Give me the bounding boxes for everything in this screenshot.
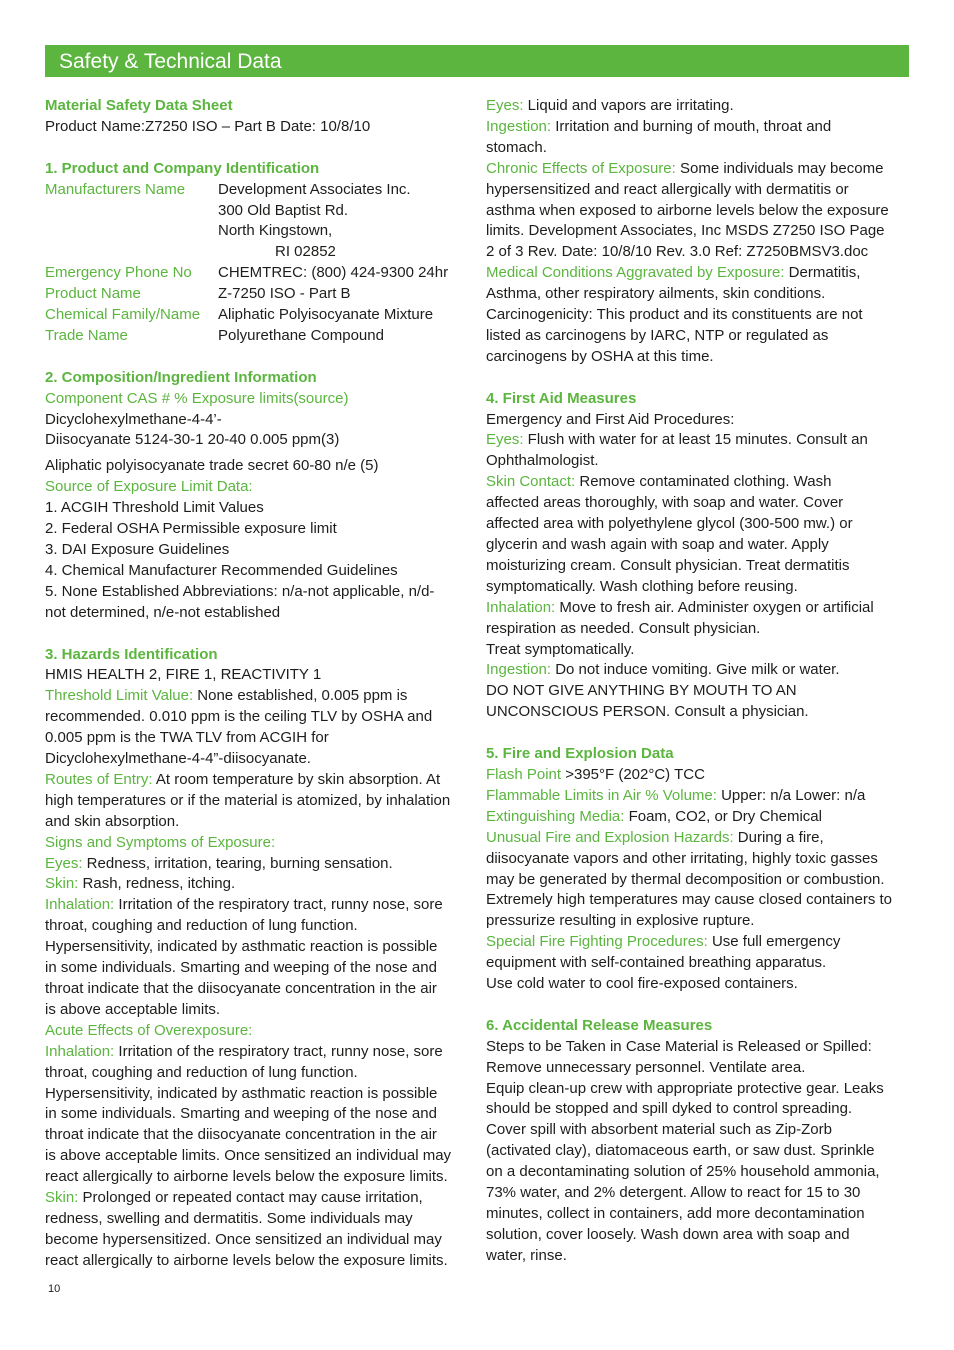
signs-skin xyxy=(45,874,465,895)
release-line-2: Remove unnecessary personnel. Ventilate area. xyxy=(486,1058,806,1076)
fa-ingestion-text-1: Do not induce vomiting. Give milk or water. xyxy=(551,661,840,679)
signs-eyes-label: Eyes: xyxy=(45,854,83,872)
signs-eyes-text: Redness, irritation, tearing, burning sensation. xyxy=(82,854,393,872)
signs-skin-text: Rash, redness, itching. xyxy=(78,875,236,893)
acute-inhalation-3: Hypersensitivity, indicated by asthmatic reaction is possible xyxy=(45,1084,438,1102)
source-item-1: 1. ACGIH Threshold Limit Values xyxy=(45,499,264,517)
source-label: Source of Exposure Limit Data: xyxy=(45,478,253,496)
fa-inhalation-2: respiration as needed. Consult physician. xyxy=(486,619,761,637)
medical-line-2: Asthma, other respiratory ailments, skin conditions. xyxy=(486,285,826,303)
chronic-text-1: Some individuals may become xyxy=(675,159,884,177)
release-line-3: Equip clean-up crew with appropriate protective gear. Leaks xyxy=(486,1079,884,1097)
msds-heading: Material Safety Data Sheet xyxy=(45,97,233,114)
ingestion-line-2: stomach. xyxy=(486,138,547,156)
signs-eyes xyxy=(45,854,465,875)
chemical-family-row xyxy=(45,305,465,326)
unusual-line-5: pressurize resulting in explosive rupture. xyxy=(486,912,755,930)
fa-skin-3: affected area with polyethylene glycol (300-500 mw.) or xyxy=(486,515,853,533)
banner-title: Safety & Technical Data xyxy=(59,50,282,73)
fa-inhalation-label: Inhalation: xyxy=(486,598,556,616)
trade-name-label: Trade Name xyxy=(45,326,128,344)
unusual-line-3: may be generated by thermal decomposition or combustion. xyxy=(486,870,885,888)
routes-line-3: and skin absorption. xyxy=(45,812,180,830)
release-line-4: should be stopped and spill dyked to control spreading. xyxy=(486,1100,853,1118)
address-line-2: North Kingstown, xyxy=(218,222,333,240)
fa-eyes-1 xyxy=(486,430,910,451)
source-item-5a: 5. None Established Abbreviations: n/a-not applicable, n/d- xyxy=(45,582,435,600)
special-text-1: Use full emergency xyxy=(707,933,841,951)
signs-inhalation-3: Hypersensitivity, indicated by asthmatic reaction is possible xyxy=(45,938,438,956)
fa-eyes-text-1: Flush with water for at least 15 minutes. Consult an xyxy=(523,431,868,449)
unusual-label: Unusual Fire and Explosion Hazards: xyxy=(486,828,734,846)
eyes-text: Liquid and vapors are irritating. xyxy=(523,97,734,114)
eyes-label: Eyes: xyxy=(486,97,524,114)
fa-eyes-2: Ophthalmologist. xyxy=(486,452,599,470)
carcinogenicity-line-2: listed as carcinogens by IARC, NTP or regulated as xyxy=(486,326,829,344)
emergency-label: Emergency Phone No xyxy=(45,264,192,282)
acute-inhalation-4: in some individuals. Smarting and weeping of the nose and xyxy=(45,1105,437,1123)
component-1b: Diisocyanate 5124-30-1 20-40 0.005 ppm(3) xyxy=(45,431,340,449)
fa-inhalation-1 xyxy=(486,598,910,619)
fa-ingestion-3: UNCONSCIOUS PERSON. Consult a physician. xyxy=(486,703,809,721)
chronic-line-4: limits. Development Associates, Inc MSDS Z7250 ISO Page xyxy=(486,222,885,240)
page-number: 10 xyxy=(48,1283,61,1295)
right-column xyxy=(486,96,910,1267)
emergency-row xyxy=(45,263,465,284)
manufacturer-label: Manufacturers Name xyxy=(45,180,186,198)
acute-inhalation-2: throat, coughing and reduction of lung function. xyxy=(45,1063,358,1081)
medical-text-1: Dermatitis, xyxy=(784,264,861,282)
signs-inhalation-2: throat, coughing and reduction of lung function. xyxy=(45,917,358,935)
special-line-2: equipment with self-contained breathing apparatus. xyxy=(486,954,827,972)
section-6-heading: 6. Accidental Release Measures xyxy=(486,1016,713,1034)
component-2: Aliphatic polyisocyanate trade secret 60-80 n/e (5) xyxy=(45,457,379,475)
section-4-heading: 4. First Aid Measures xyxy=(486,389,637,407)
fa-skin-label: Skin Contact: xyxy=(486,473,576,491)
signs-inhalation-text-1: Irritation of the respiratory tract, runny nose, sore xyxy=(114,896,443,914)
section-5-heading: 5. Fire and Explosion Data xyxy=(486,745,674,763)
fa-ingestion-label: Ingestion: xyxy=(486,661,552,679)
section-2-heading: 2. Composition/Ingredient Information xyxy=(45,368,317,386)
chronic-line-2: hypersensitized and react allergically with dermatitis or xyxy=(486,180,849,198)
address-line-1: 300 Old Baptist Rd. xyxy=(218,201,349,219)
fa-skin-5: moisturizing cream. Consult physician. Treat dermatitis xyxy=(486,556,850,574)
signs-inhalation-4: in some individuals. Smarting and weeping of the nose and xyxy=(45,959,437,977)
source-item-5b: not determined, n/e-not established xyxy=(45,603,281,621)
manufacturer-value: Development Associates Inc. xyxy=(218,180,411,198)
manufacturer-row xyxy=(45,180,465,201)
source-item-3: 3. DAI Exposure Guidelines xyxy=(45,541,230,558)
routes-text-1: At room temperature by skin absorption. At xyxy=(152,770,441,788)
release-line-1: Steps to be Taken in Case Material is Released or Spilled: xyxy=(486,1037,872,1055)
fa-skin-4: glycerin and wash again with soap and water. Apply xyxy=(486,536,829,554)
carcinogenicity-line-3: carcinogens by OSHA at this time. xyxy=(486,347,714,365)
chemical-family-label: Chemical Family/Name xyxy=(45,306,201,324)
flammable-text: Upper: n/a Lower: n/a xyxy=(716,786,866,804)
address-line-3: RI 02852 xyxy=(275,243,336,261)
first-aid-intro: Emergency and First Aid Procedures: xyxy=(486,410,735,428)
tlv-label: Threshold Limit Value: xyxy=(45,687,194,705)
chronic-label: Chronic Effects of Exposure: xyxy=(486,159,676,177)
fa-ingestion-2: DO NOT GIVE ANYTHING BY MOUTH TO AN xyxy=(486,682,797,700)
routes-label: Routes of Entry: xyxy=(45,770,153,788)
eyes-line xyxy=(486,96,910,117)
chemical-family-value: Aliphatic Polyisocyanate Mixture xyxy=(218,306,434,324)
signs-inhalation-1 xyxy=(45,895,465,916)
composition-columns: Component CAS # % Exposure limits(source) xyxy=(45,389,349,407)
fa-skin-1 xyxy=(486,472,910,493)
fa-skin-2: affected areas thoroughly, with soap and water. Cover xyxy=(486,494,844,512)
flash-point-text: >395°F (202°C) TCC xyxy=(561,765,705,783)
tlv-text-1: None established, 0.005 ppm is xyxy=(193,687,408,705)
signs-inhalation-6: is above acceptable limits. xyxy=(45,1000,221,1018)
carcinogenicity-line-1: Carcinogenicity: This product and its constituents are not xyxy=(486,306,863,324)
product-name-value: Z-7250 ISO - Part B xyxy=(218,285,351,303)
fa-ingestion-1 xyxy=(486,660,910,681)
routes-line-2: high temperatures or if the material is atomized, by inhalation xyxy=(45,791,451,809)
unusual-text-1: During a fire, xyxy=(733,828,824,846)
product-name-row xyxy=(45,284,465,305)
left-column xyxy=(45,96,465,1272)
medical-line-1 xyxy=(486,263,910,284)
flash-point-label: Flash Point xyxy=(486,765,562,783)
release-line-10: solution, cover loosely. Wash down area with soap and xyxy=(486,1225,850,1243)
signs-label: Signs and Symptoms of Exposure: xyxy=(45,833,276,851)
trade-name-row xyxy=(45,326,465,347)
fa-skin-6: symptomatically. Wash clothing before reusing. xyxy=(486,577,798,595)
acute-inhalation-text-1: Irritation of the respiratory tract, runny nose, sore xyxy=(114,1042,443,1060)
tlv-line-1 xyxy=(45,686,465,707)
signs-inhalation-5: throat indicate that the diisocyanate concentration in the air xyxy=(45,980,437,998)
acute-inhalation-label: Inhalation: xyxy=(45,1042,115,1060)
acute-skin-3: become hypersensitized. Once sensitized an individual may xyxy=(45,1230,442,1248)
source-item-4: 4. Chemical Manufacturer Recommended Guidelines xyxy=(45,561,398,579)
flammable-line xyxy=(486,786,910,807)
tlv-line-2: recommended. 0.010 ppm is the ceiling TLV by OSHA and xyxy=(45,708,433,726)
release-line-5: Cover spill with absorbent material such as Zip-Zorb xyxy=(486,1121,832,1139)
acute-skin-4: react allergically to airborne levels below the exposure limits. xyxy=(45,1251,448,1269)
acute-skin-label: Skin: xyxy=(45,1189,79,1207)
flammable-label: Flammable Limits in Air % Volume: xyxy=(486,786,717,804)
trade-name-value: Polyurethane Compound xyxy=(218,326,384,344)
unusual-line-4: Extremely high temperatures may cause closed containers to xyxy=(486,891,893,909)
acute-inhalation-7: react allergically to airborne levels below the exposure limits. xyxy=(45,1168,448,1186)
acute-label: Acute Effects of Overexposure: xyxy=(45,1021,253,1039)
release-line-7: on a decontaminating solution of 25% household ammonia, xyxy=(486,1163,880,1181)
fa-inhalation-3: Treat symptomatically. xyxy=(486,640,635,658)
release-line-6: (activated clay), diatomaceous earth, or saw dust. Sprinkle xyxy=(486,1142,875,1160)
ingestion-label: Ingestion: xyxy=(486,117,552,135)
ingestion-line-1 xyxy=(486,117,910,138)
extinguishing-line xyxy=(486,807,910,828)
acute-inhalation-6: is above acceptable limits. Once sensitized an individual may xyxy=(45,1147,452,1165)
signs-skin-label: Skin: xyxy=(45,875,79,893)
extinguishing-label: Extinguishing Media: xyxy=(486,807,625,825)
fa-skin-text-1: Remove contaminated clothing. Wash xyxy=(575,473,832,491)
extinguishing-text: Foam, CO2, or Dry Chemical xyxy=(624,807,822,825)
source-item-2: 2. Federal OSHA Permissible exposure limit xyxy=(45,520,337,538)
section-3-heading: 3. Hazards Identification xyxy=(45,645,218,663)
ingestion-text-1: Irritation and burning of mouth, throat and xyxy=(551,117,832,135)
section-banner xyxy=(45,45,909,77)
special-line-1 xyxy=(486,932,910,953)
acute-skin-1 xyxy=(45,1188,465,1209)
acute-inhalation-5: throat indicate that the diisocyanate concentration in the air xyxy=(45,1126,437,1144)
unusual-line-1 xyxy=(486,828,910,849)
release-line-11: water, rinse. xyxy=(486,1246,567,1264)
release-line-9: minutes, collect in containers, add more decontamination xyxy=(486,1204,865,1222)
acute-skin-text-1: Prolonged or repeated contact may cause irritation, xyxy=(78,1189,423,1207)
tlv-line-3: 0.005 ppm is the TWA TLV from ACGIH for xyxy=(45,729,329,747)
special-line-3: Use cold water to cool fire-exposed containers. xyxy=(486,975,798,993)
tlv-line-4: Dicyclohexylmethane-4-4”-diisocyanate. xyxy=(45,750,311,768)
flash-point-line xyxy=(486,765,910,786)
chronic-line-3: asthma when exposed to airborne levels below the exposure xyxy=(486,201,889,219)
product-name-label: Product Name xyxy=(45,285,141,303)
routes-line-1 xyxy=(45,770,465,791)
special-label: Special Fire Fighting Procedures: xyxy=(486,933,708,951)
signs-inhalation-label: Inhalation: xyxy=(45,896,115,914)
medical-label: Medical Conditions Aggravated by Exposure: xyxy=(486,264,785,282)
fa-eyes-label: Eyes: xyxy=(486,431,524,449)
component-1a: Dicyclohexylmethane-4-4’- xyxy=(45,410,222,428)
acute-inhalation-1 xyxy=(45,1042,465,1063)
acute-skin-2: redness, swelling and dermatitis. Some individuals may xyxy=(45,1209,413,1227)
hmis-line: HMIS HEALTH 2, FIRE 1, REACTIVITY 1 xyxy=(45,666,322,684)
chronic-line-1 xyxy=(486,159,910,180)
emergency-value: CHEMTREC: (800) 424-9300 24hr xyxy=(218,264,449,282)
section-1-heading: 1. Product and Company Identification xyxy=(45,159,320,177)
chronic-line-5: 2 of 3 Rev. Date: 10/8/10 Rev. 3.0 Ref: Z7250BMSV3.doc xyxy=(486,243,869,261)
unusual-line-2: diisocyanate vapors and other irritating, highly toxic gasses xyxy=(486,849,878,867)
fa-inhalation-text-1: Move to fresh air. Administer oxygen or artificial xyxy=(555,598,874,616)
release-line-8: 73% water, and 2% detergent. Allow to react for 15 to 30 xyxy=(486,1184,861,1202)
product-line: Product Name:Z7250 ISO – Part B Date: 10/8/10 xyxy=(45,117,371,135)
